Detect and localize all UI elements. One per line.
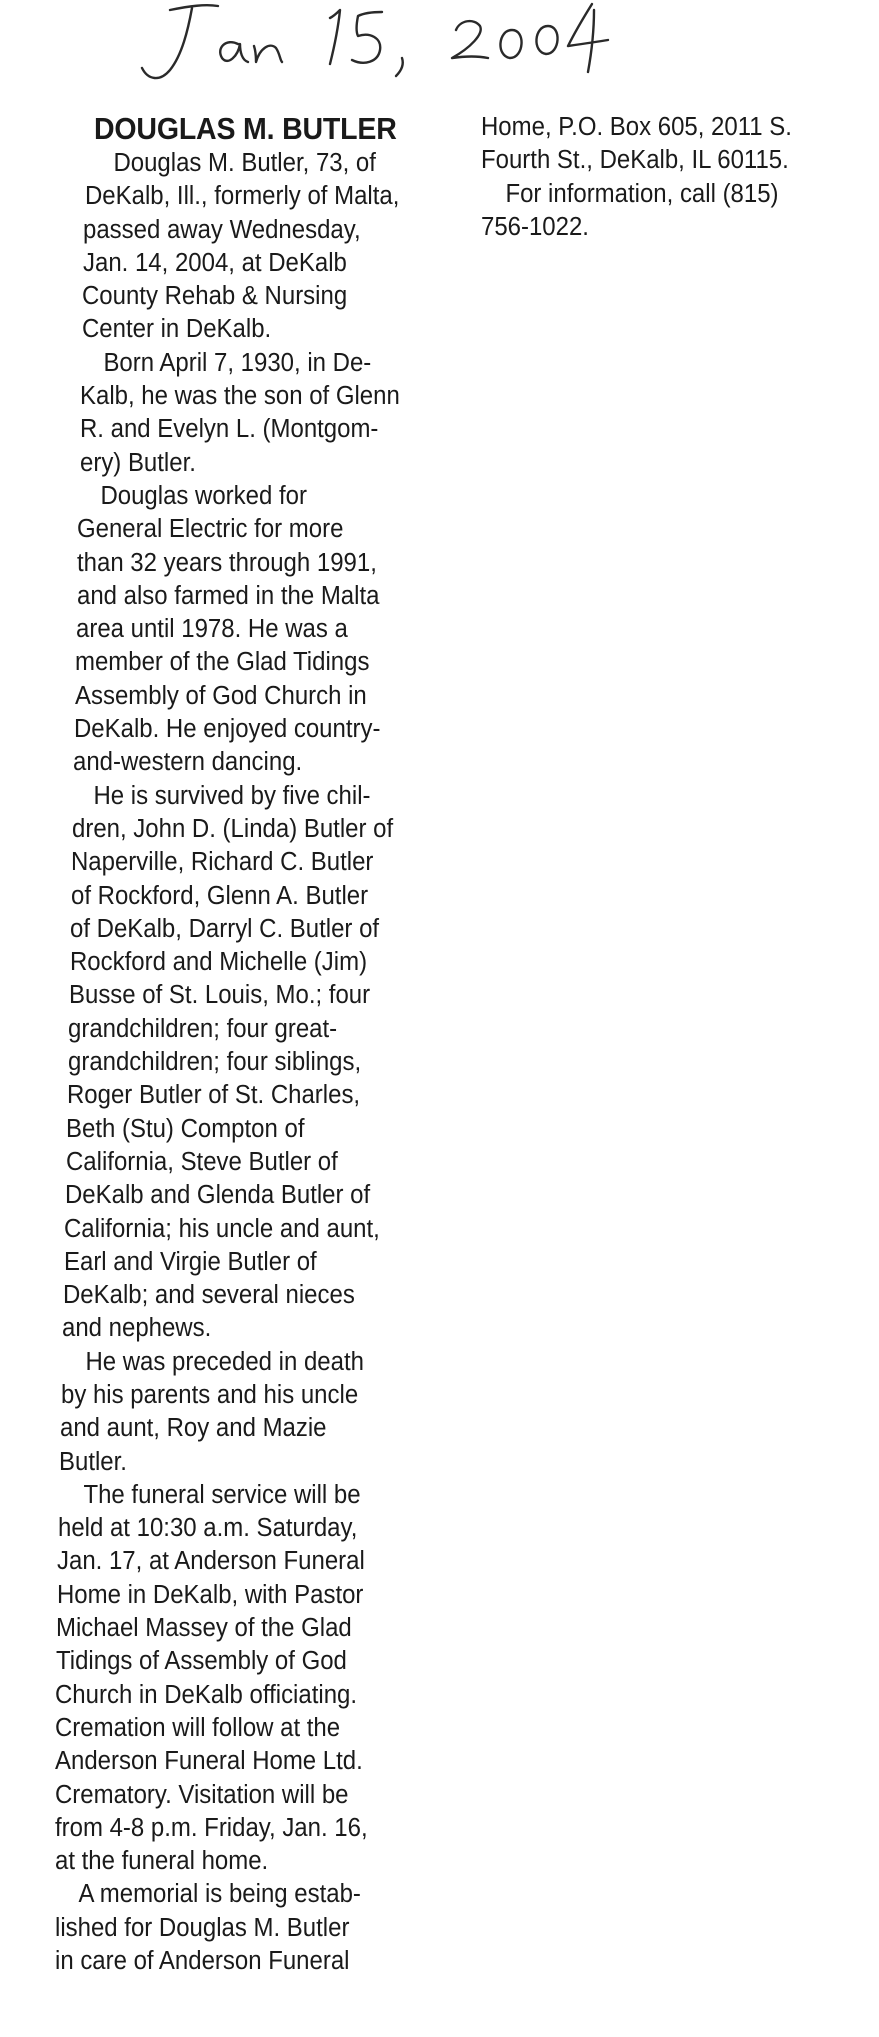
left-line: Tidings of Assembly of God xyxy=(56,1647,347,1676)
left-line: and aunt, Roy and Mazie xyxy=(60,1414,327,1443)
left-line: Center in DeKalb. xyxy=(82,315,272,344)
left-line: Crematory. Visitation will be xyxy=(55,1780,349,1809)
left-line: Douglas M. Butler, 73, of xyxy=(113,149,376,177)
left-line: Anderson Funeral Home Ltd. xyxy=(55,1747,363,1776)
left-line: at the funeral home. xyxy=(55,1847,269,1876)
left-line: than 32 years through 1991, xyxy=(77,548,377,577)
left-line: Douglas worked for xyxy=(100,481,307,510)
left-line: He is survived by five chil- xyxy=(93,781,371,810)
handwritten-date-drawing xyxy=(130,0,630,90)
left-line: California; his uncle and aunt, xyxy=(64,1214,380,1243)
right-column-lines xyxy=(481,111,861,244)
left-line: County Rehab & Nursing xyxy=(82,282,348,311)
left-line: from 4-8 p.m. Friday, Jan. 16, xyxy=(55,1813,368,1842)
left-line: Born April 7, 1930, in De- xyxy=(103,348,372,377)
right-line: Home, P.O. Box 605, 2011 S. xyxy=(481,113,792,141)
left-line: of Rockford, Glenn A. Butler xyxy=(71,881,369,910)
left-line: by his parents and his uncle xyxy=(61,1380,359,1409)
left-line: Earl and Virgie Butler of xyxy=(64,1247,317,1276)
right-line: 756-1022. xyxy=(481,212,589,241)
left-line: Assembly of God Church in xyxy=(75,681,367,710)
left-line: of DeKalb, Darryl C. Butler of xyxy=(70,914,380,943)
left-line: dren, John D. (Linda) Butler of xyxy=(72,814,394,843)
left-line: Busse of St. Louis, Mo.; four xyxy=(69,981,371,1010)
right-line: For information, call (815) xyxy=(505,179,779,208)
left-line: Roger Butler of St. Charles, xyxy=(67,1081,361,1110)
left-line: He was preceded in death xyxy=(85,1347,364,1376)
left-line: Michael Massey of the Glad xyxy=(56,1614,352,1643)
left-line: Church in DeKalb officiating. xyxy=(55,1680,358,1709)
left-line: and nephews. xyxy=(62,1314,212,1343)
left-line: Jan. 17, at Anderson Funeral xyxy=(57,1547,365,1576)
left-column-lines xyxy=(55,147,500,1978)
left-line: General Electric for more xyxy=(77,515,344,544)
obituary-headline: DOUGLAS M. BUTLER xyxy=(94,111,397,146)
left-line: Rockford and Michelle (Jim) xyxy=(70,948,368,977)
left-line: Kalb, he was the son of Glenn xyxy=(80,382,400,411)
left-line: DeKalb and Glenda Butler of xyxy=(65,1181,371,1210)
left-line: DeKalb; and several nieces xyxy=(63,1281,355,1310)
left-line: DeKalb. He enjoyed country- xyxy=(74,715,381,744)
obituary-right-column xyxy=(481,111,861,244)
left-line: A memorial is being estab- xyxy=(78,1880,361,1909)
left-line: area until 1978. He was a xyxy=(76,615,348,644)
left-line: ery) Butler. xyxy=(80,448,196,477)
left-line: The funeral service will be xyxy=(83,1480,361,1509)
handwritten-date xyxy=(130,0,630,90)
left-line: member of the Glad Tidings xyxy=(75,648,370,677)
left-line: and-western dancing. xyxy=(73,748,303,777)
left-line: Butler. xyxy=(59,1447,127,1476)
left-line: Naperville, Richard C. Butler xyxy=(71,848,374,877)
left-line: passed away Wednesday, xyxy=(83,215,361,244)
left-line: DeKalb, Ill., formerly of Malta, xyxy=(85,182,400,211)
left-line: California, Steve Butler of xyxy=(66,1147,338,1176)
obituary-left-column xyxy=(55,111,500,1978)
left-line: held at 10:30 a.m. Saturday, xyxy=(58,1514,358,1543)
right-line: Fourth St., DeKalb, IL 60115. xyxy=(481,146,789,175)
left-line: and also farmed in the Malta xyxy=(77,581,380,610)
left-line: grandchildren; four siblings, xyxy=(68,1048,362,1077)
left-line: grandchildren; four great- xyxy=(68,1014,338,1043)
left-line: R. and Evelyn L. (Montgom- xyxy=(80,415,379,444)
left-line: lished for Douglas M. Butler xyxy=(55,1913,350,1942)
left-line: Cremation will follow at the xyxy=(55,1713,341,1742)
left-line: Jan. 14, 2004, at DeKalb xyxy=(83,248,347,277)
left-line: Beth (Stu) Compton of xyxy=(66,1114,305,1143)
left-line: Home in DeKalb, with Pastor xyxy=(57,1580,364,1609)
left-line: in care of Anderson Funeral xyxy=(55,1947,350,1976)
